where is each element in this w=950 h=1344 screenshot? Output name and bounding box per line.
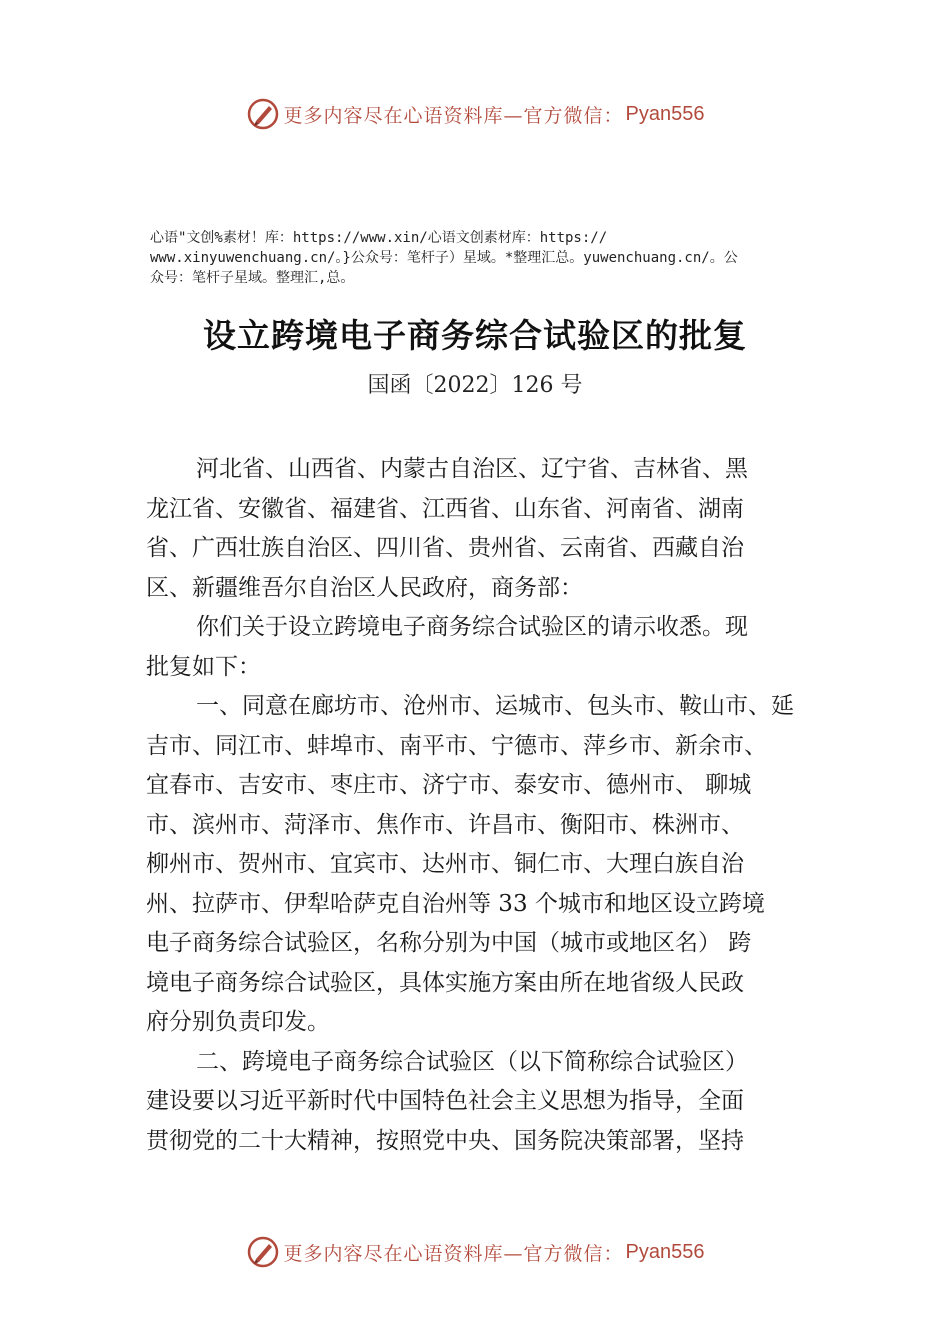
body-line: 批复如下： xyxy=(146,653,261,680)
body-line: 河北省、山西省、内蒙古自治区、辽宁省、吉林省、黑 xyxy=(196,456,748,482)
banner-text: 更多内容尽在心语资料库—官方微信： xyxy=(283,1242,624,1265)
footer-banner xyxy=(0,1232,950,1272)
body-line: 府分别负责印发。 xyxy=(146,1009,330,1035)
body-line: 区、新疆维吾尔自治区人民政府，商务部： xyxy=(146,574,583,601)
body-line: 贯彻党的二十大精神，按照党中央、国务院决策部署，坚持 xyxy=(146,1127,744,1154)
body-line: 一、同意在廊坊市、沧州市、运城市、包头市、鞍山市、延 xyxy=(196,693,794,719)
body-line: 电子商务综合试验区，名称分别为中国（城市或地区名） 跨 xyxy=(146,930,752,956)
banner-wechat-id: Pyan556 xyxy=(625,102,705,125)
banner-text: 更多内容尽在心语资料库—官方微信： xyxy=(283,104,624,127)
header-banner xyxy=(0,94,950,134)
body-line: 你们关于设立跨境电子商务综合试验区的请示收悉。现 xyxy=(196,614,748,640)
body-line: 二、跨境电子商务综合试验区（以下简称综合试验区） xyxy=(196,1048,748,1075)
body-line: 龙江省、安徽省、福建省、江西省、山东省、河南省、湖南 xyxy=(146,495,744,522)
body-line: 境电子商务综合试验区，具体实施方案由所在地省级人民政 xyxy=(146,969,744,996)
pen-logo-icon xyxy=(246,97,280,131)
body-line: 吉市、同江市、蚌埠市、南平市、宁德市、萍乡市、新余市、 xyxy=(146,732,767,759)
body-line: 省、广西壮族自治区、四川省、贵州省、云南省、西藏自治 xyxy=(146,535,744,561)
source-note-line: www.xinyuwenchuang.cn/。}公众号：笔杆子）星域。*整理汇总。yuwenchuang.cn/。公 xyxy=(150,250,738,266)
body-line: 市、滨州市、菏泽市、焦作市、许昌市、衡阳市、株洲市、 xyxy=(146,811,744,838)
banner-wechat-id: Pyan556 xyxy=(625,1240,705,1263)
body-line: 柳州市、贺州市、宜宾市、达州市、铜仁市、大理白族自治 xyxy=(146,851,744,877)
body-line: 建设要以习近平新时代中国特色社会主义思想为指导，全面 xyxy=(146,1088,744,1114)
source-note-line: 心语"文创%素材！库：https://www.xin/心语文创素材库：https:// xyxy=(150,230,608,246)
body-line: 州、拉萨市、伊犁哈萨克自治州等 33 个城市和地区设立跨境 xyxy=(146,890,765,917)
pen-logo-icon xyxy=(246,1235,280,1269)
body-line: 宜春市、吉安市、枣庄市、济宁市、泰安市、德州市、 聊城 xyxy=(146,772,752,798)
document-body xyxy=(146,450,826,1161)
source-note-line: 众号：笔杆子星域。整理汇,总。 xyxy=(150,270,355,286)
document-number: 国函〔2022〕126 号 xyxy=(367,373,583,398)
source-note xyxy=(150,228,840,288)
document-title: 设立跨境电子商务综合试验区的批复 xyxy=(203,316,747,355)
